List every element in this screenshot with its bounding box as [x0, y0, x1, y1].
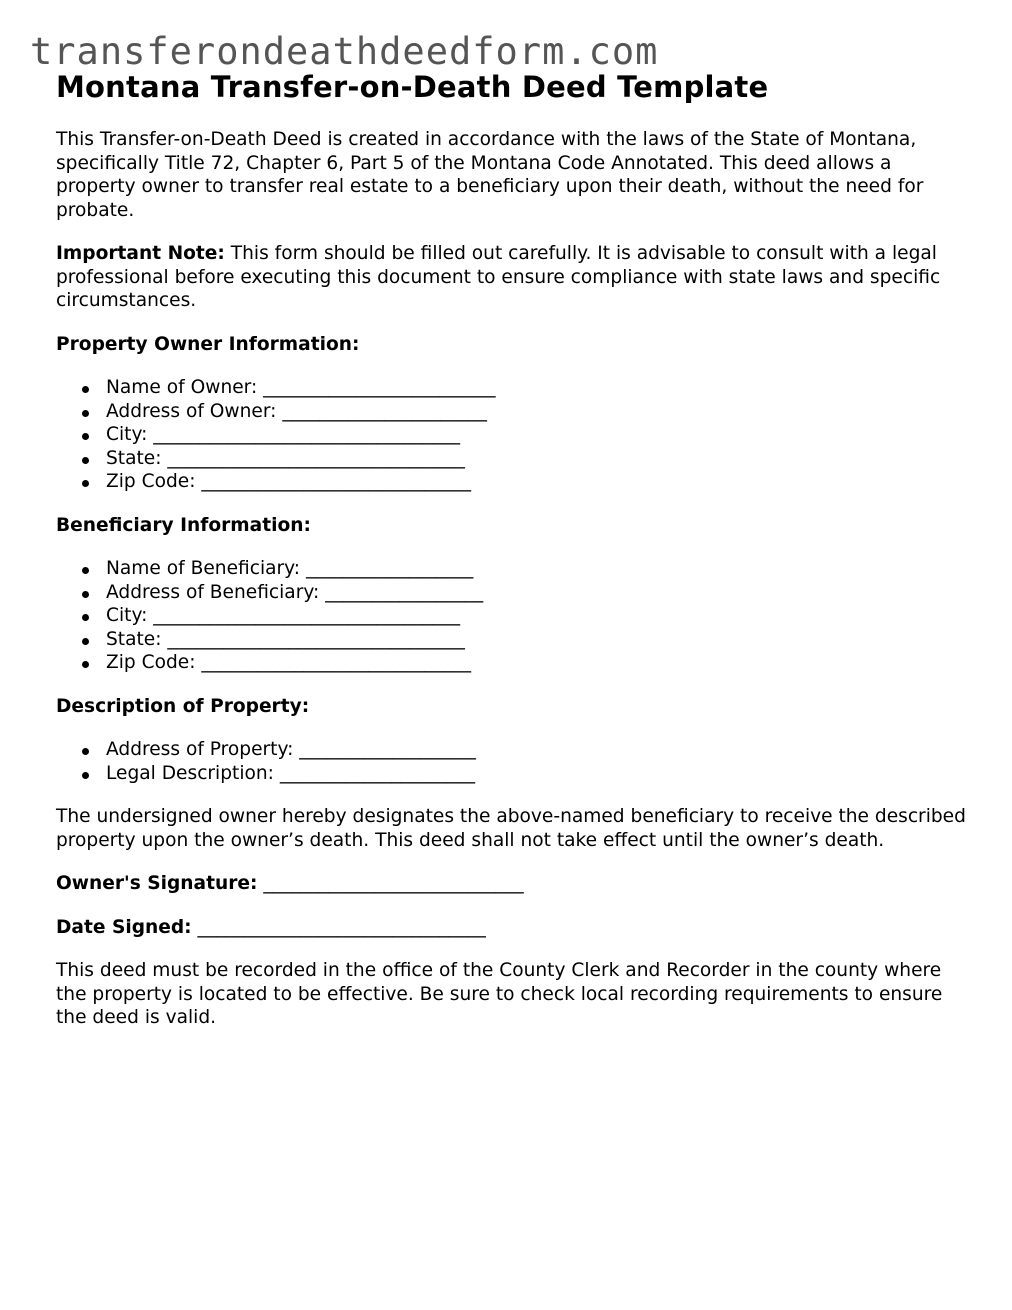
important-note-text: This form should be filled out carefully. It is advisable to consult with a legal professional before executing this document to ensure compliance with state laws and specific circumstances. — [56, 243, 941, 311]
date-signed-blank[interactable]: _______________________________ — [191, 916, 486, 938]
beneficiary-fields-list — [56, 557, 966, 675]
document-page — [56, 68, 966, 1050]
owner-address-field[interactable]: Address of Owner: ______________________ — [106, 400, 966, 424]
intro-paragraph: This Transfer-on-Death Deed is created in accordance with the laws of the State of Montana, specifically Title 72, Chapter 6, Part 5 of the Montana Code Annotated. This deed allows a property owner to transfer real estate to a beneficiary upon their death, without the need for probate. — [56, 129, 924, 221]
property-address-field[interactable]: Address of Property: ___________________ — [106, 738, 966, 762]
beneficiary-zip-field[interactable]: Zip Code: _____________________________ — [106, 651, 966, 675]
legal-description-field[interactable]: Legal Description: _____________________ — [106, 762, 966, 786]
important-note — [56, 242, 966, 313]
designation-paragraph: The undersigned owner hereby designates the above-named beneficiary to receive the described property upon the owner’s death. This deed shall not take effect until the owner’s death. — [56, 806, 966, 851]
owner-name-field[interactable]: Name of Owner: _________________________ — [106, 376, 966, 400]
owner-fields-list — [56, 376, 966, 494]
watermark-site-name: transferondeathdeedform.com — [30, 30, 659, 73]
property-fields-list — [56, 738, 966, 785]
owner-zip-field[interactable]: Zip Code: _____________________________ — [106, 470, 966, 494]
owner-section-heading: Property Owner Information: — [56, 333, 360, 355]
property-section-heading: Description of Property: — [56, 695, 310, 717]
beneficiary-address-field[interactable]: Address of Beneficiary: _________________ — [106, 581, 966, 605]
beneficiary-section-heading: Beneficiary Information: — [56, 514, 311, 536]
owner-signature-blank[interactable]: ____________________________ — [257, 873, 524, 894]
owner-city-field[interactable]: City: _________________________________ — [106, 423, 966, 447]
owner-state-field[interactable]: State: ________________________________ — [106, 447, 966, 471]
date-signed-label: Date Signed: — [56, 916, 192, 938]
important-note-label: Important Note: — [56, 243, 225, 264]
owner-signature-label: Owner's Signature: — [56, 873, 258, 894]
beneficiary-name-field[interactable]: Name of Beneficiary: __________________ — [106, 557, 966, 581]
page-title: Montana Transfer-on-Death Deed Template — [56, 70, 769, 104]
recording-paragraph: This deed must be recorded in the office of the County Clerk and Recorder in the county where the property is located to be effective. Be sure to check local recording requirements to ensure the deed is valid. — [56, 960, 943, 1028]
owner-signature-line[interactable] — [56, 872, 966, 896]
beneficiary-state-field[interactable]: State: ________________________________ — [106, 628, 966, 652]
date-signed-line[interactable] — [56, 916, 966, 940]
beneficiary-city-field[interactable]: City: _________________________________ — [106, 604, 966, 628]
